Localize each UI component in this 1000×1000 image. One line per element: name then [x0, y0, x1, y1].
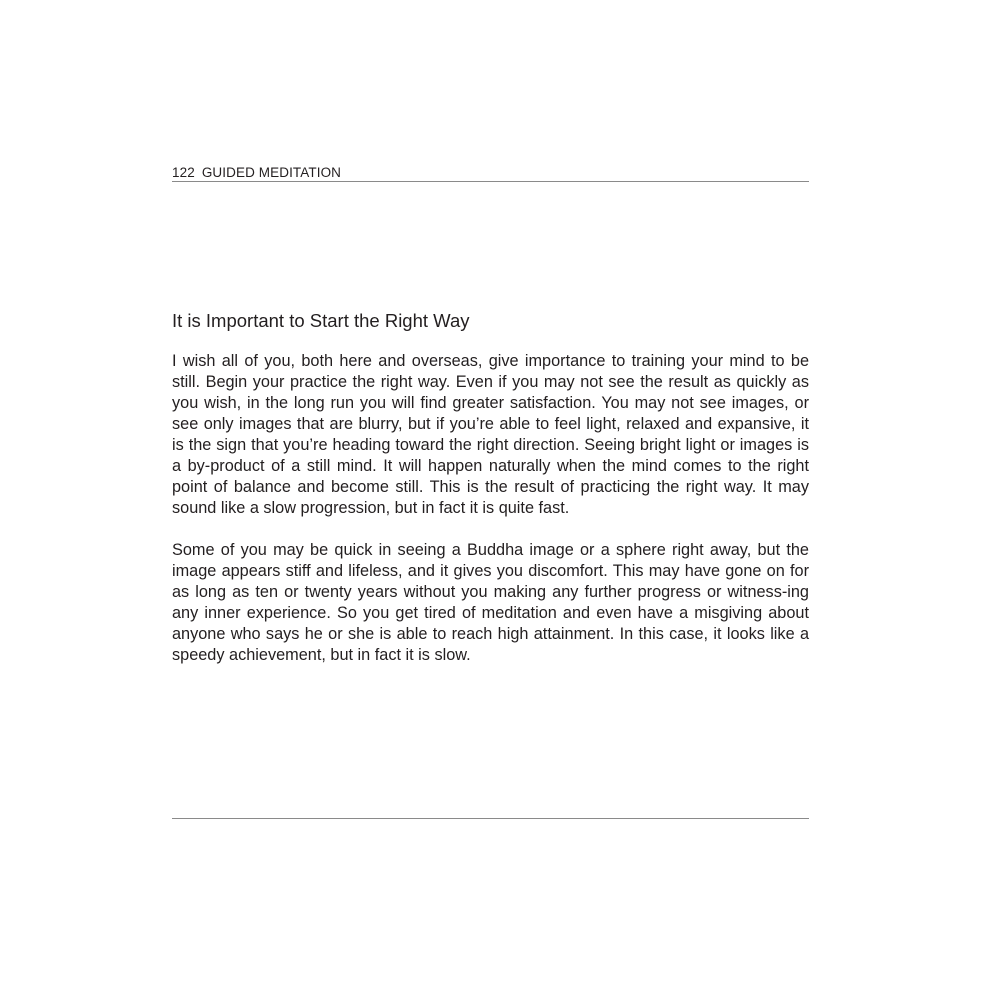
paragraph: Some of you may be quick in seeing a Buddha image or a sphere right away, but the image appears stiff and lifeless, and it gives you discomfort. This may have gone on for as long as ten or twenty years without you making any further progress or witness-ing any inner experience. So you get tired of meditation and even have a misgiving about anyone who says he or she is able to reach high attainment. In this case, it looks like a speedy achievement, but in fact it is slow.	[172, 541, 809, 664]
paragraph: I wish all of you, both here and overseas, give importance to training your mind to be still. Begin your practice the right way. Even if you may not see the result as quickly as you wish, in the long run you will find greater satisfaction. You may not see images, or see only images that are blurry, but if you’re able to feel light, relaxed and expansive, it is the sign that you’re heading toward the right direction. Seeing bright light or images is a by-product of a still mind. It will happen naturally when the mind comes to the right point of balance and become still. This is the result of practicing the right way. It may sound like a slow progression, but in fact it is quite fast.	[172, 352, 809, 517]
page-number: 122	[172, 165, 195, 180]
running-header	[172, 165, 809, 181]
header-divider	[172, 181, 809, 182]
footer-divider	[172, 818, 809, 819]
running-title: GUIDED MEDITATION	[201, 165, 342, 180]
body-text	[172, 351, 809, 666]
section-heading: It is Important to Start the Right Way	[172, 310, 470, 331]
